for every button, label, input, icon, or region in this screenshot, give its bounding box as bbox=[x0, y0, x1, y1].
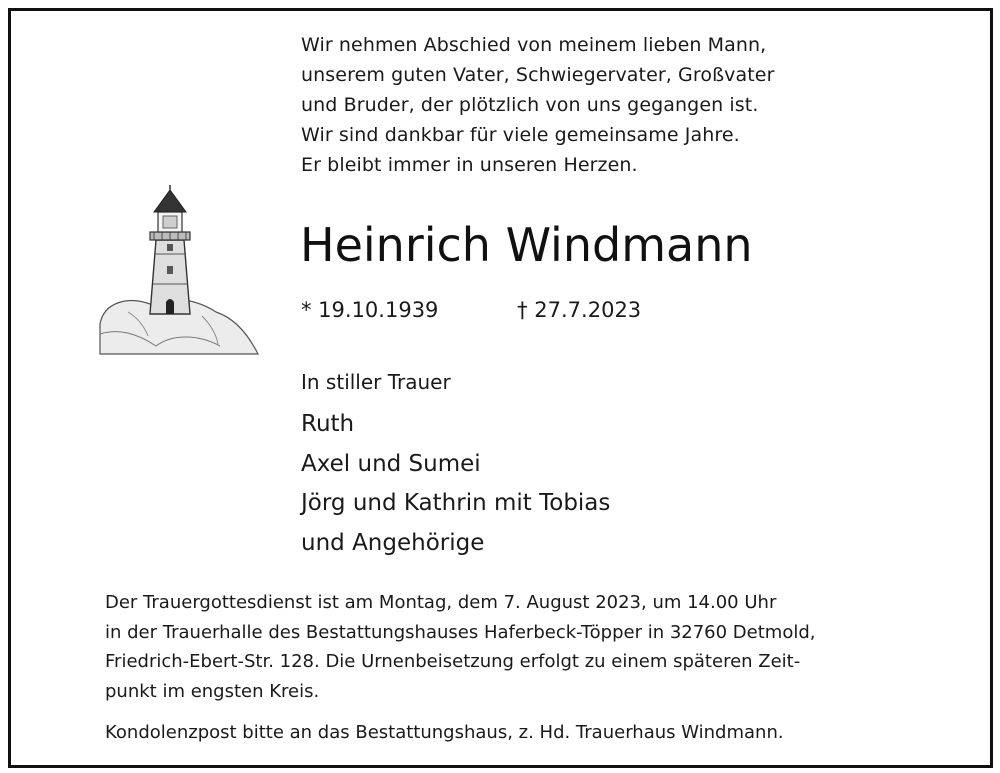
mourners-list bbox=[301, 405, 610, 563]
intro-line: und Bruder, der plötzlich von uns gegangen ist. bbox=[301, 94, 759, 116]
service-info bbox=[105, 588, 816, 706]
service-line: punkt im engsten Kreis. bbox=[105, 680, 320, 702]
intro-line: unserem guten Vater, Schwiegervater, Großvater bbox=[301, 64, 775, 86]
lighthouse-icon bbox=[98, 184, 260, 356]
intro-line: Er bleibt immer in unseren Herzen. bbox=[301, 154, 638, 176]
deceased-name: Heinrich Windmann bbox=[300, 218, 753, 272]
mourner: Jörg und Kathrin mit Tobias bbox=[301, 490, 611, 516]
life-dates bbox=[301, 295, 641, 325]
mourner: Ruth bbox=[301, 411, 355, 437]
death-date: † 27.7.2023 bbox=[517, 298, 642, 322]
intro-text bbox=[301, 30, 901, 180]
intro-line: Wir sind dankbar für viele gemeinsame Jahre. bbox=[301, 124, 740, 146]
mourner: und Angehörige bbox=[301, 529, 485, 556]
birth-date: * 19.10.1939 bbox=[301, 298, 439, 322]
service-line: Friedrich-Ebert-Str. 128. Die Urnenbeisetzung erfolgt zu einem späteren Zeit- bbox=[105, 651, 801, 672]
service-line: Der Trauergottesdienst ist am Montag, dem 7. August 2023, um 14.00 Uhr bbox=[105, 592, 777, 613]
condolence-note: Kondolenzpost bitte an das Bestattungshaus, z. Hd. Trauerhaus Windmann. bbox=[105, 722, 784, 743]
service-line: in der Trauerhalle des Bestattungshauses Haferbeck-Töpper in 32760 Detmold, bbox=[105, 621, 816, 643]
mourner: Axel und Sumei bbox=[301, 450, 481, 477]
intro-line: Wir nehmen Abschied von meinem lieben Mann, bbox=[301, 34, 767, 56]
mourning-heading: In stiller Trauer bbox=[301, 370, 451, 394]
